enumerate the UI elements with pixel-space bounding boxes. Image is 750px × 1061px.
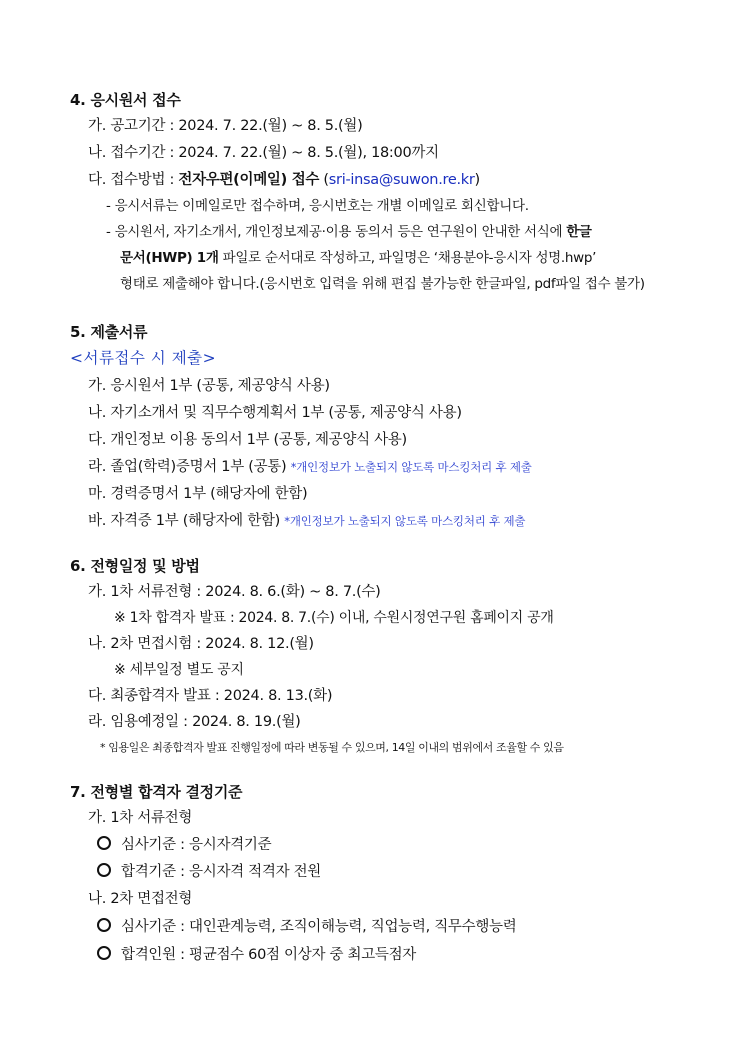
s4-da-method: 전자우편(이메일) 접수 xyxy=(178,172,320,188)
s7-ga-pass xyxy=(97,862,321,882)
s5-ra-note: *개인정보가 노출되지 않도록 마스킹처리 후 제출 xyxy=(290,460,532,474)
s4-bullet-2-line3: 형태로 제출해야 합니다.(응시번호 입력을 위해 편집 불가능한 한글파일, pdf파일 접수 불가) xyxy=(120,276,645,292)
s5-item-ga: 가. 응시원서 1부 (공통, 제공양식 사용) xyxy=(88,378,330,394)
s5-item-ba xyxy=(88,511,525,531)
s4-bullet-1: - 응시서류는 이메일로만 접수하며, 응시번호는 개별 이메일로 회신합니다. xyxy=(106,198,529,214)
s4-da-close: ) xyxy=(474,172,480,188)
s6-item-na: 나. 2차 면접시험 : 2024. 8. 12.(월) xyxy=(88,636,314,652)
s4-bullet-2-line1 xyxy=(106,222,592,242)
section-6-title: 6. 전형일정 및 방법 xyxy=(70,557,200,575)
section-5-subtitle: <서류접수 시 제출> xyxy=(70,349,217,367)
s4-b2-bold: 한글 xyxy=(566,224,592,240)
circle-bullet-icon xyxy=(97,918,111,932)
s6-footnote: * 임용일은 최종합격자 발표 진행일정에 따라 변동될 수 있으며, 14일 이내의 범위에서 조율할 수 있음 xyxy=(100,741,564,754)
s4-item-ga: 가. 공고기간 : 2024. 7. 22.(월) ~ 8. 5.(월) xyxy=(88,118,363,134)
s6-item-ra: 라. 임용예정일 : 2024. 8. 19.(월) xyxy=(88,714,301,730)
s7-na-pass xyxy=(97,945,416,965)
s4-bullet-2-line2 xyxy=(120,248,596,268)
circle-bullet-icon xyxy=(97,863,111,877)
s4-b2-c: 파일로 순서대로 작성하고, 파일명은 ‘채용분야-응시자 성명.hwp’ xyxy=(218,250,597,266)
s4-item-da xyxy=(88,170,480,190)
section-5-title: 5. 제출서류 xyxy=(70,323,148,341)
s5-item-na: 나. 자기소개서 및 직무수행계획서 1부 (공통, 제공양식 사용) xyxy=(88,405,462,421)
s4-da-open: ( xyxy=(319,172,329,188)
s5-item-ra xyxy=(88,457,532,477)
s7-ga-criterion xyxy=(97,835,271,855)
s5-ba-text: 바. 자격증 1부 (해당자에 한함) xyxy=(88,513,280,529)
s7-ga-1-text: 심사기준 : 응시자격기준 xyxy=(121,837,272,853)
s6-item-da: 다. 최종합격자 발표 : 2024. 8. 13.(화) xyxy=(88,688,333,704)
circle-bullet-icon xyxy=(97,946,111,960)
s7-na-criterion xyxy=(97,917,516,937)
s7-na-1-text: 심사기준 : 대인관계능력, 조직이해능력, 직업능력, 직무수행능력 xyxy=(121,919,517,935)
s7-item-na: 나. 2차 면접전형 xyxy=(88,891,193,907)
s5-ba-note: *개인정보가 노출되지 않도록 마스킹처리 후 제출 xyxy=(284,514,526,528)
s5-item-ma: 마. 경력증명서 1부 (해당자에 한함) xyxy=(88,486,308,502)
s4-b2-c-bold: 문서(HWP) 1개 xyxy=(120,250,219,266)
s7-na-2-text: 합격인원 : 평균점수 60점 이상자 중 최고득점자 xyxy=(121,947,417,963)
s4-da-prefix: 다. 접수방법 : xyxy=(88,172,179,188)
email-link[interactable]: sri-insa@suwon.re.kr xyxy=(328,172,475,188)
s6-na-note: ※ 세부일정 별도 공지 xyxy=(114,662,244,678)
s4-b2-text-a: - 응시원서, 자기소개서, 개인정보제공·이용 동의서 등은 연구원이 안내한 서식에 xyxy=(106,224,567,240)
s6-ga-note: ※ 1차 합격자 발표 : 2024. 8. 7.(수) 이내, 수원시정연구원 홈페이지 공개 xyxy=(114,610,554,626)
s7-item-ga: 가. 1차 서류전형 xyxy=(88,810,193,826)
s6-item-ga: 가. 1차 서류전형 : 2024. 8. 6.(화) ~ 8. 7.(수) xyxy=(88,584,381,600)
section-7-title: 7. 전형별 합격자 결정기준 xyxy=(70,783,243,801)
circle-bullet-icon xyxy=(97,836,111,850)
s5-item-da: 다. 개인정보 이용 동의서 1부 (공통, 제공양식 사용) xyxy=(88,432,407,448)
s5-ra-text: 라. 졸업(학력)증명서 1부 (공통) xyxy=(88,459,287,475)
section-4-title: 4. 응시원서 접수 xyxy=(70,91,181,109)
s7-ga-2-text: 합격기준 : 응시자격 적격자 전원 xyxy=(121,864,322,880)
s4-item-na: 나. 접수기간 : 2024. 7. 22.(월) ~ 8. 5.(월), 18:00까지 xyxy=(88,145,439,161)
